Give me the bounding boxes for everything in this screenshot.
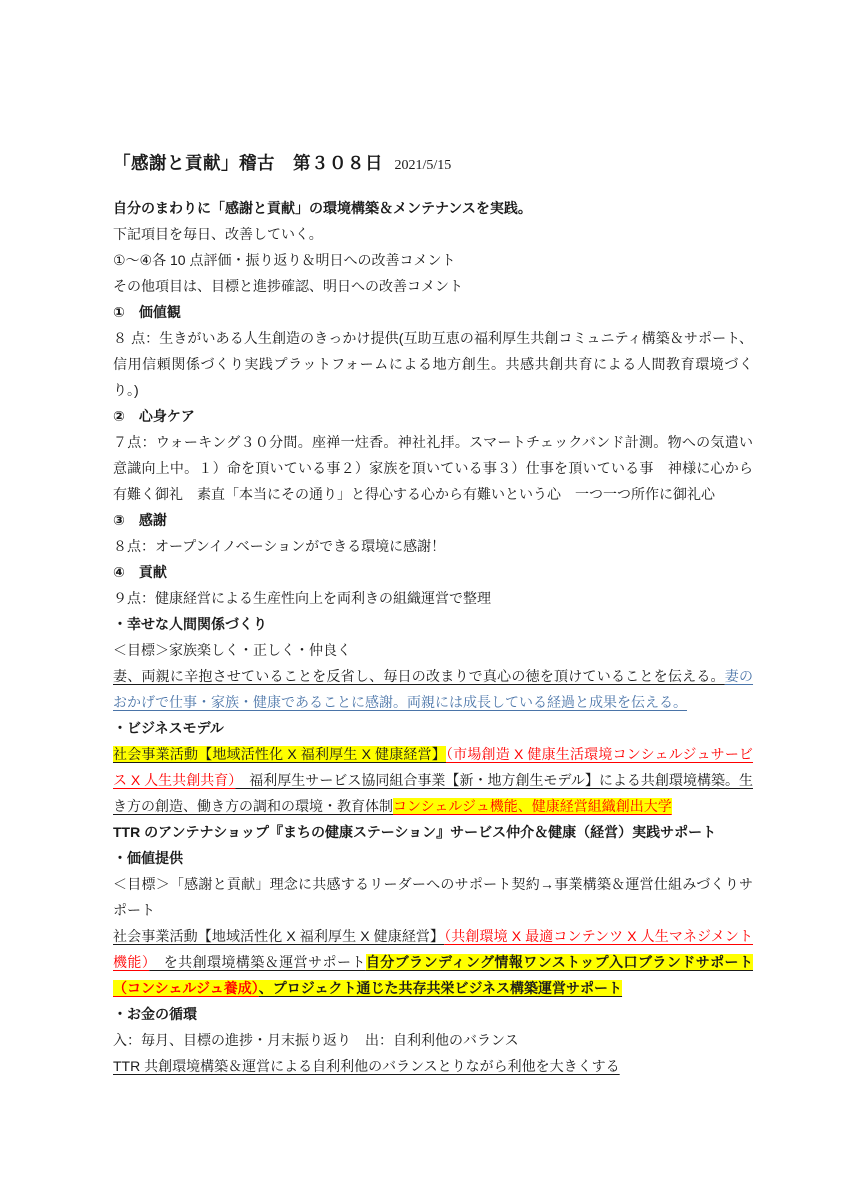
paragraph [113, 429, 753, 507]
text-run: ８ 点：生きがいある人生創造のきっかけ提供(互助互恵の福利厚生共創コミュニティ構築＆サポート、信用信頼関係づくり実践プラットフォームによる地方創生。共感共創共育による人間教育環境づくり。) [113, 330, 753, 398]
document-title [113, 150, 753, 175]
paragraph [113, 325, 753, 403]
paragraph [113, 299, 753, 325]
text-run: 社会事業活動【地域活性化 X 福利厚生 X 健康経営】 [113, 746, 446, 762]
text-run: を共創環境構築＆運営サポート [149, 954, 366, 970]
document-body [113, 195, 753, 1079]
paragraph [113, 741, 753, 819]
text-run: 下記項目を毎日、改善していく。 [113, 226, 323, 242]
text-run: （市場創造 X 健康生活環境コンシェルジュサービス X 人生共創共育） [113, 746, 754, 788]
text-run: ・ビジネスモデル [113, 720, 224, 736]
paragraph [113, 845, 753, 871]
paragraph [113, 637, 753, 663]
document-title-date: 2021/5/15 [394, 158, 452, 173]
text-run: 妻、両親に辛抱させていることを反省し、毎日の改まりで真心の徳を頂けていることを伝える。 [113, 668, 725, 684]
paragraph [113, 533, 753, 559]
text-run: その他項目は、目標と進捗確認、明日への改善コメント [113, 278, 463, 294]
text-run: ８点：オープンイノベーションができる環境に感謝！ [113, 538, 446, 554]
paragraph [113, 819, 753, 845]
paragraph [113, 611, 753, 637]
text-run: 社会事業活動【地域活性化 X 福利厚生 X 健康経営】 [113, 928, 445, 944]
paragraph [113, 273, 753, 299]
text-run: ７点：ウォーキング３０分間。座禅一炷香。神社礼拝。スマートチェックバンド計測。物への気遣い意識向上中。１）命を頂いている事２）家族を頂いている事３）仕事を頂いている事 神様に心から有難く御礼 素直「本当にその通り」と得心する心から有難いという心 一つ一つ所作に御礼心 [113, 434, 753, 502]
text-run: ① 価値観 [113, 304, 181, 320]
text-run: ＜目標＞「感謝と貢献」理念に共感するリーダーへのサポート契約→事業構築＆運営仕組みづくりサポート [113, 876, 753, 918]
paragraph [113, 715, 753, 741]
paragraph [113, 403, 753, 429]
paragraph [113, 507, 753, 533]
paragraph [113, 195, 753, 221]
text-run: ④ 貢献 [113, 564, 167, 580]
paragraph [113, 1053, 753, 1079]
paragraph [113, 221, 753, 247]
text-run: TTR 共創環境構築＆運営による自利利他のバランスとりながら利他を大きくする [113, 1058, 620, 1074]
text-run: 自分のまわりに「感謝と貢献」の環境構築＆メンテナンスを実践。 [113, 200, 532, 216]
text-run: TTR のアンテナショップ『まちの健康ステーション』サービス仲介＆健康（経営）実践サポート [113, 824, 717, 840]
text-run: ①～④各 10 点評価・振り返り＆明日への改善コメント [113, 252, 456, 268]
text-run: （コンシェルジュ養成） [113, 980, 259, 996]
document-content [113, 150, 753, 1079]
paragraph [113, 585, 753, 611]
text-run: ・お金の循環 [113, 1006, 197, 1022]
text-run: 自分ブランディング情報ワンストップ入口ブランドサポート [365, 954, 753, 970]
text-run: 、プロジェクト通じた共存共栄ビジネス構築運営サポート [258, 980, 623, 996]
text-run: ② 心身ケア [113, 408, 195, 424]
text-run: 福利厚生サービス協同組合事業【新・地方創生モデル】による共創環境構築。生き方の創造、働き方の調和の環境・教育体制 [113, 772, 753, 814]
text-run: ９点：健康経営による生産性向上を両利きの組織運営で整理 [113, 590, 491, 606]
paragraph [113, 247, 753, 273]
text-run: 妻のおかげで仕事・家族・健康であることに感謝。両親には成長している経過と成果を伝える。 [113, 668, 754, 710]
paragraph [113, 663, 753, 715]
text-run: 入：毎月、目標の進捗・月末振り返り 出：自利利他のバランス [113, 1032, 519, 1048]
paragraph [113, 1027, 753, 1053]
text-run: コンシェルジュ機能、健康経営組織創出大学 [393, 798, 672, 814]
text-run: ・価値提供 [113, 850, 183, 866]
paragraph [113, 923, 753, 1001]
text-run: ・幸せな人間関係づくり [113, 616, 267, 632]
paragraph [113, 559, 753, 585]
document-title-text: 「感謝と貢献」稽古 第３０８日 [113, 153, 383, 173]
text-run: ＜目標＞家族楽しく・正しく・仲良く [113, 642, 351, 658]
text-run: （共創環境 X 最適コンテンツ X 人生マネジメント機能） [113, 928, 753, 970]
text-run: ③ 感謝 [113, 512, 167, 528]
paragraph [113, 871, 753, 923]
paragraph [113, 1001, 753, 1027]
